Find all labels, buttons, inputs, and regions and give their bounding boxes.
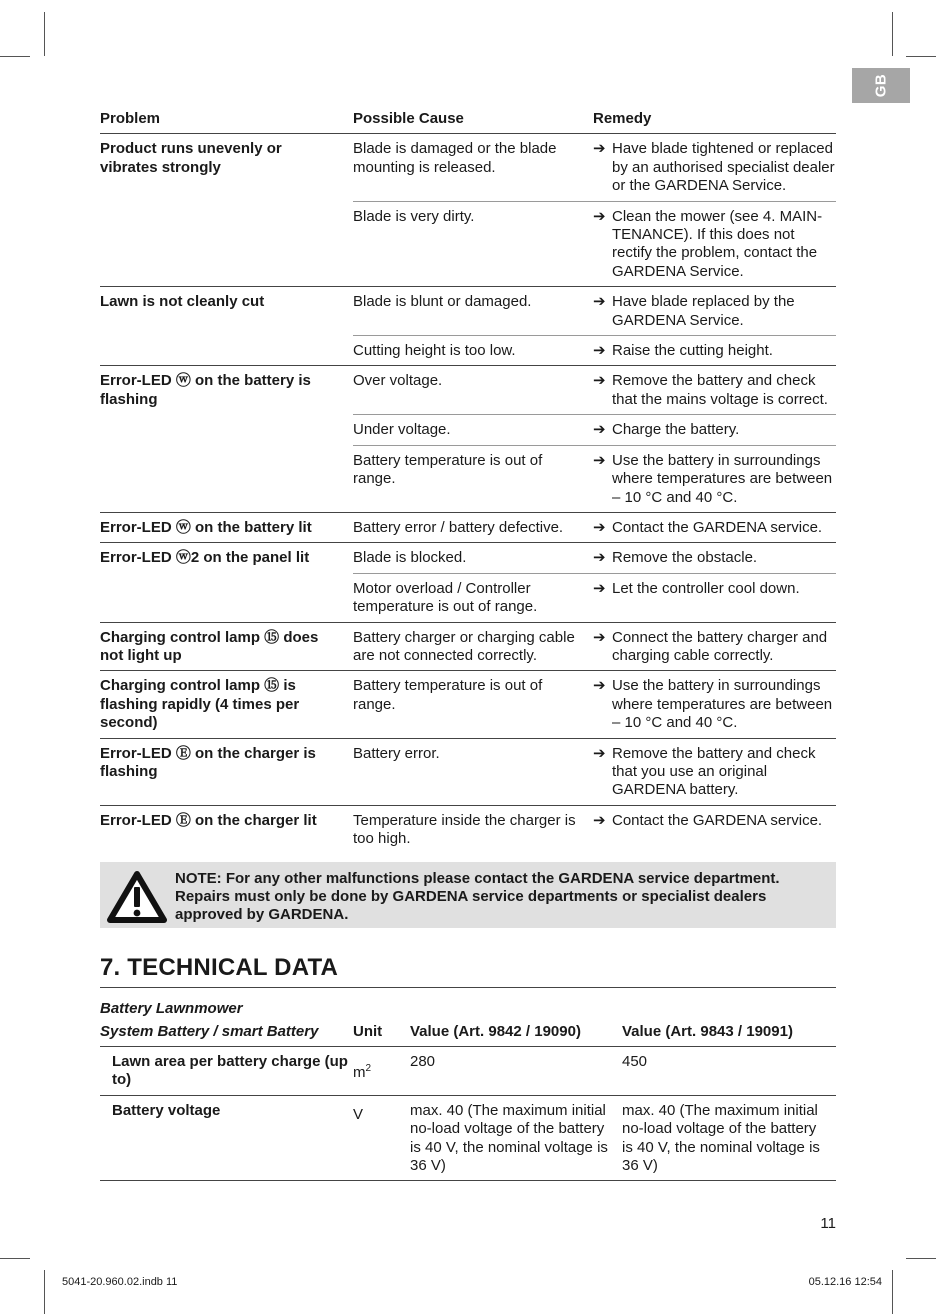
arrow-right-icon: ➔: [593, 549, 606, 567]
parameter-cell: Battery voltage: [100, 1095, 353, 1181]
cause-cell: Motor overload / Controller temperature is out of range.: [353, 573, 593, 622]
remedy-cell: [593, 622, 836, 671]
note-text: NOTE: For any other malfunctions please contact the GARDENA service department. Repairs must only be done by GARDENA service departments or specialist dealers approved by GARDENA.: [175, 869, 780, 924]
remedy-cell: [593, 134, 836, 201]
remedy-text: Contact the GARDENA service.: [612, 811, 823, 829]
remedy-cell: [593, 671, 836, 738]
cause-cell: Battery charger or charging cable are not connected correctly.: [353, 622, 593, 671]
table-row: [100, 543, 836, 573]
remedy-text: Connect the battery charger and charging cable correctly.: [612, 628, 828, 664]
table-row: [100, 805, 836, 853]
remedy-cell: [593, 336, 836, 366]
crop-mark: [44, 12, 45, 56]
table-header-row: [100, 1021, 836, 1047]
cause-cell: Blade is blunt or damaged.: [353, 287, 593, 336]
arrow-right-icon: ➔: [593, 207, 606, 225]
arrow-right-icon: ➔: [593, 421, 606, 439]
remedy-text: Use the battery in surroundings where temperatures are between – 10 °C and 40 °C.: [612, 451, 833, 506]
table-row: [100, 134, 836, 201]
problem-cell: Charging control lamp ⑮ does not light up: [100, 622, 353, 671]
table-row: [100, 1095, 836, 1181]
cause-cell: Battery error.: [353, 738, 593, 805]
remedy-cell: [593, 287, 836, 336]
remedy-cell: [593, 543, 836, 573]
arrow-right-icon: ➔: [593, 140, 606, 158]
crop-mark: [44, 1270, 45, 1314]
page-content: [100, 108, 836, 1181]
arrow-right-icon: ➔: [593, 518, 606, 536]
arrow-right-icon: ➔: [593, 677, 606, 695]
parameter-cell: Lawn area per battery charge (up to): [100, 1047, 353, 1096]
table-row: [100, 287, 836, 336]
header-unit: Unit: [353, 1021, 410, 1047]
table-row: [100, 671, 836, 738]
arrow-right-icon: ➔: [593, 342, 606, 360]
table-row: [100, 366, 836, 415]
header-value-2: Value (Art. 9843 / 19091): [622, 1021, 836, 1047]
arrow-right-icon: ➔: [593, 811, 606, 829]
warning-icon: [106, 870, 168, 924]
cause-cell: Blade is damaged or the blade mounting is released.: [353, 134, 593, 201]
crop-mark: [0, 1258, 30, 1259]
value-cell: max. 40 (The maximum initial no-load voltage of the battery is 40 V, the nominal voltage is 36 V): [622, 1095, 836, 1181]
remedy-text: Remove the obstacle.: [612, 549, 758, 567]
remedy-text: Remove the battery and check that you use an original GARDENA battery.: [612, 744, 816, 799]
crop-mark: [906, 56, 936, 57]
remedy-cell: [593, 366, 836, 415]
troubleshooting-body: [100, 134, 836, 854]
arrow-right-icon: ➔: [593, 744, 606, 762]
subheading: Battery Lawnmower: [100, 999, 243, 1017]
crop-mark: [0, 56, 30, 57]
remedy-cell: [593, 415, 836, 445]
remedy-text: Remove the battery and check that the mains voltage is correct.: [612, 372, 828, 408]
header-problem: Problem: [100, 108, 353, 134]
problem-cell: Error-LED ⓦ2 on the panel lit: [100, 543, 353, 622]
remedy-text: Contact the GARDENA service.: [612, 518, 823, 536]
cause-cell: Battery temperature is out of range.: [353, 445, 593, 512]
remedy-cell: [593, 445, 836, 512]
arrow-right-icon: ➔: [593, 628, 606, 646]
header-remedy: Remedy: [593, 108, 836, 134]
arrow-right-icon: ➔: [593, 451, 606, 469]
cause-cell: Under voltage.: [353, 415, 593, 445]
footer-date: 05.12.16 12:54: [808, 1276, 882, 1288]
cause-cell: Over voltage.: [353, 366, 593, 415]
technical-data-body: [100, 1047, 836, 1181]
language-label: GB: [872, 73, 890, 98]
cause-cell: Blade is blocked.: [353, 543, 593, 573]
remedy-text: Charge the battery.: [612, 421, 740, 439]
problem-cell: Charging control lamp ⑮ is flashing rapidly (4 times per second): [100, 671, 353, 738]
problem-cell: Error-LED ⓦ on the battery is flashing: [100, 366, 353, 512]
unit-cell: [353, 1047, 410, 1096]
footer-file-info: 5041-20.960.02.indb 11: [62, 1276, 178, 1288]
arrow-right-icon: ➔: [593, 372, 606, 390]
problem-cell: Error-LED Ⓔ on the charger is flashing: [100, 738, 353, 805]
value-cell: max. 40 (The maximum initial no-load voltage of the battery is 40 V, the nominal voltage is 36 V): [410, 1095, 622, 1181]
cause-cell: Battery temperature is out of range.: [353, 671, 593, 738]
remedy-cell: [593, 512, 836, 542]
value-cell: 280: [410, 1047, 622, 1096]
remedy-text: Let the controller cool down.: [612, 579, 800, 597]
header-system: System Battery / smart Battery: [100, 1021, 353, 1047]
unit-cell: [353, 1095, 410, 1181]
problem-cell: Lawn is not cleanly cut: [100, 287, 353, 366]
problem-cell: Error-LED Ⓔ on the charger lit: [100, 811, 317, 829]
crop-mark: [892, 1270, 893, 1314]
problem-cell: Product runs unevenly or vibrates strongly: [100, 134, 353, 287]
troubleshooting-table: [100, 108, 836, 854]
header-cause: Possible Cause: [353, 108, 593, 134]
technical-data-table: [100, 1021, 836, 1182]
table-row: [100, 622, 836, 671]
remedy-cell: [593, 805, 836, 853]
unit-text: m: [353, 1064, 366, 1082]
remedy-cell: [593, 201, 836, 287]
problem-cell: Error-LED ⓦ on the battery lit: [100, 512, 353, 542]
cause-cell: Temperature inside the charger is too high.: [353, 811, 576, 848]
note-box: [100, 862, 836, 928]
unit-text: V: [353, 1105, 364, 1123]
cause-cell: Battery error / battery defective.: [353, 512, 593, 542]
table-row: [100, 512, 836, 542]
table-row: [100, 738, 836, 805]
table-row: [100, 1047, 836, 1096]
unit-superscript: 2: [365, 1063, 372, 1075]
remedy-text: Use the battery in surroundings where temperatures are between – 10 °C and 40 °C.: [612, 677, 833, 732]
crop-mark: [892, 12, 893, 56]
crop-mark: [906, 1258, 936, 1259]
remedy-text: Raise the cutting height.: [612, 342, 773, 360]
remedy-cell: [593, 738, 836, 805]
value-cell: 450: [622, 1047, 836, 1096]
remedy-text: Have blade tightened or replaced by an authorised specialist dealer or the GARDENA Service.: [612, 140, 835, 195]
remedy-text: Clean the mower (see 4. MAIN-TENANCE). If this does not rectify the problem, contact the GARDENA Service.: [612, 207, 823, 280]
arrow-right-icon: ➔: [593, 293, 606, 311]
page-number: 11: [820, 1215, 836, 1232]
remedy-cell: [593, 573, 836, 622]
cause-cell: Blade is very dirty.: [353, 201, 593, 287]
section-title: 7. TECHNICAL DATA: [100, 954, 836, 988]
table-header-row: [100, 108, 836, 134]
remedy-text: Have blade replaced by the GARDENA Service.: [612, 293, 795, 329]
header-value-1: Value (Art. 9842 / 19090): [410, 1021, 622, 1047]
language-tab: [852, 68, 910, 103]
cause-cell: Cutting height is too low.: [353, 336, 593, 366]
arrow-right-icon: ➔: [593, 579, 606, 597]
